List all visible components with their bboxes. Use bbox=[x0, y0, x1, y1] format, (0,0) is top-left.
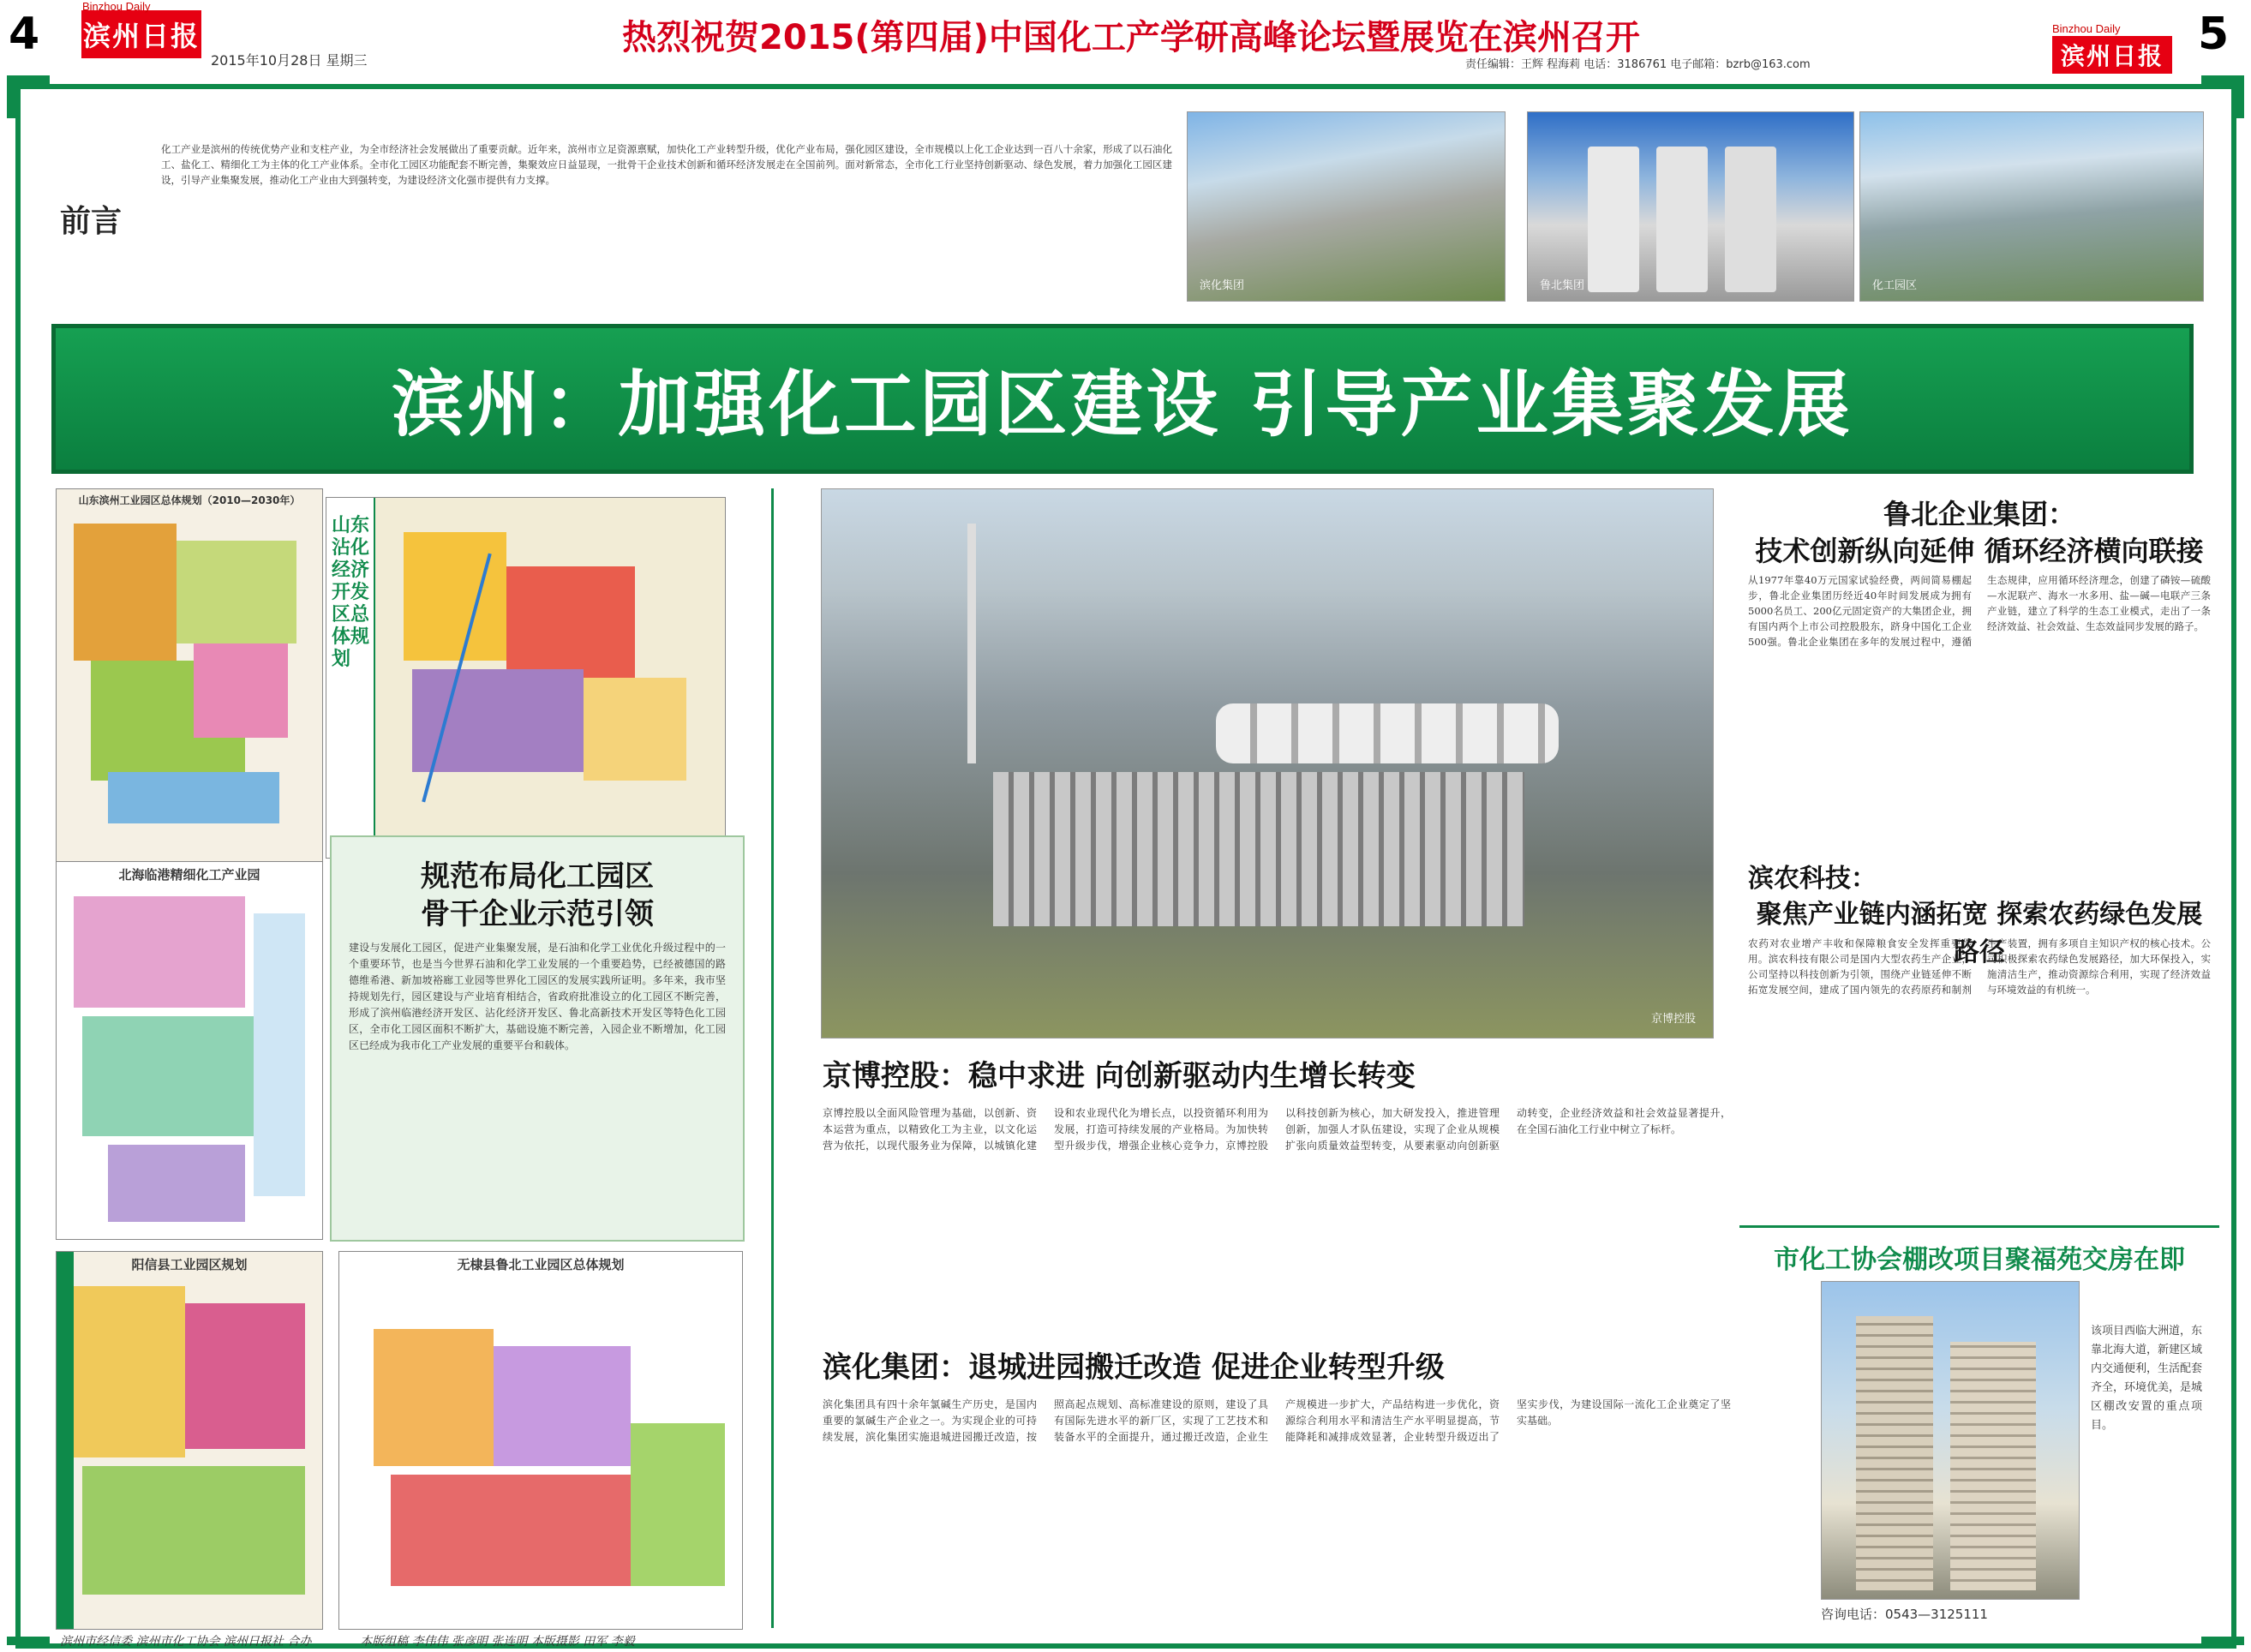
section1-box bbox=[330, 835, 745, 1242]
zone-block bbox=[194, 643, 288, 738]
zone-block bbox=[108, 1145, 245, 1222]
zone-block bbox=[74, 524, 177, 661]
zone-block bbox=[185, 1303, 305, 1449]
section5-title-line1: 滨农科技： bbox=[1748, 864, 1877, 894]
section6-phone: 咨询电话：0543—3125111 bbox=[1821, 1607, 1988, 1622]
zone-block bbox=[404, 532, 506, 661]
zone-block bbox=[494, 1346, 631, 1466]
section2-title: 京博控股：稳中求进 向创新驱动内生增长转变 bbox=[823, 1059, 1416, 1093]
preface-photo-1-caption: 滨化集团 bbox=[1200, 279, 1245, 292]
zone-block bbox=[74, 896, 245, 1008]
preface-photo-2-caption: 鲁北集团 bbox=[1540, 279, 1585, 292]
map2-title-bar bbox=[326, 498, 375, 858]
silo-shape bbox=[1725, 147, 1776, 292]
section1-text: 建设与发展化工园区，促进产业集聚发展，是石油和化学工业优化升级过程中的一个重要环节，也是当今世界石油和化学工业发展的一个重要趋势，已经被德国的路德维希港、新加坡裕廊工业园等世界化工园区的发展实践所证明。多年来，我市坚持规划先行，园区建设与产业培育相结合，省政府批准设立的化工园区不断完善，形成了滨州临港经济开发区、沾化经济开发区、鲁北高新技术开发区等特色化工园区，全市化工园区面积不断扩大，基础设施不断完善，入园企业不断增加，化工园区已经成为我市化工产业发展的重要平台和载体。 bbox=[349, 942, 726, 1051]
section6-photo-building bbox=[1821, 1281, 2080, 1600]
map-wudi-lubei bbox=[338, 1251, 743, 1630]
refinery-towers bbox=[993, 772, 1524, 926]
zone-block bbox=[374, 1329, 494, 1466]
chimney-shape bbox=[967, 524, 976, 763]
frame-ornament-bl bbox=[7, 1637, 50, 1645]
section3-text: 滨化集团具有四十余年氯碱生产历史，是国内重要的氯碱生产企业之一。为实现企业的可持续发展，滨化集团实施退城进园搬迁改造，按照高起点规划、高标准建设的原则，建设了具有国际先进水平的新厂区，实现了工艺技术和装备水平的全面提升，通过搬迁改造，企业生产规模进一步扩大，产品结构进一步优化，资源综合利用水平和清洁生产水平明显提高，节能降耗和减排成效显著，企业转型升级迈出了坚实步伐，为建设国际一流化工企业奠定了坚实基础。 bbox=[823, 1398, 1731, 1443]
preface-photo-1 bbox=[1187, 111, 1506, 302]
footer-sponsors: 滨州市经信委 滨州市化工协会 滨州日报社 合办 bbox=[60, 1635, 312, 1649]
zone-block bbox=[391, 1475, 648, 1586]
zone-block bbox=[412, 669, 584, 772]
preface-photo-2 bbox=[1527, 111, 1854, 302]
zone-block bbox=[82, 1466, 305, 1595]
header-headline: 热烈祝贺2015(第四届)中国化工产学研高峰论坛暨展览在滨州召开 bbox=[622, 18, 1640, 57]
zone-block bbox=[631, 1423, 725, 1586]
preface-photo-3 bbox=[1859, 111, 2204, 302]
building-shape bbox=[1950, 1342, 2036, 1590]
zone-block bbox=[177, 541, 296, 643]
left-logo-en: Binzhou Daily bbox=[82, 0, 151, 13]
map4-title: 阳信县工业园区规划 bbox=[131, 1257, 248, 1272]
silo-shape bbox=[1656, 147, 1708, 292]
zone-block bbox=[584, 678, 686, 781]
section5-title-line2: 聚焦产业链内涵拓宽 探索农药绿色发展路径 bbox=[1756, 900, 2203, 967]
left-page-number: 4 bbox=[9, 9, 40, 60]
section1-title-line2: 骨干企业示范引领 bbox=[421, 897, 654, 931]
main-banner bbox=[51, 324, 2194, 474]
frame-ornament-tl2 bbox=[7, 75, 15, 118]
column-divider bbox=[771, 488, 774, 1628]
map3-title: 北海临港精细化工产业园 bbox=[118, 867, 260, 883]
section6-photo-caption: 该项目西临大洲道，东靠北海大道，新建区域内交通便利，生活配套齐全，环境优美，是城区棚改安置的重点项目。 bbox=[2091, 1325, 2202, 1432]
preface-text: 化工产业是滨州的传统优势产业和支柱产业，为全市经济社会发展做出了重要贡献。近年来，滨州市立足资源禀赋，加快化工产业转型升级，优化产业布局，强化园区建设，全市规模以上化工企业达到一百八十余家，形成了以石油化工、盐化工、精细化工为主体的化工产业体系。全市化工园区功能配套不断完善，集聚效应日益显现，一批骨干企业技术创新和循环经济发展走在全国前列。面对新常态，全市化工行业坚持创新驱动、绿色发展，着力加强化工园区建设，引导产业集聚发展，推动化工产业由大到强转变，为建设经济文化强市提供有力支撑。 bbox=[161, 143, 1172, 186]
frame-ornament-br bbox=[2201, 1637, 2244, 1645]
frame-ornament-tr2 bbox=[2236, 75, 2244, 118]
section6-box bbox=[1739, 1225, 2219, 1631]
zone-block bbox=[108, 772, 279, 823]
footer-credits: 本版组稿 李伟伟 张彦明 张连明 本版摄影 田军 李毅 bbox=[360, 1635, 635, 1649]
center-photo-refinery bbox=[821, 488, 1714, 1038]
map1-title: 山东滨州工业园区总体规划（2010—2030年） bbox=[78, 494, 301, 506]
right-logo-en: Binzhou Daily bbox=[2052, 22, 2121, 35]
left-logo: 滨州日报 bbox=[81, 10, 201, 58]
section2-text: 京博控股以全面风险管理为基础，以创新、资本运营为重点，以精致化工为主业，以文化运营为依托，以现代服务业为保障，以城镇化建设和农业现代化为增长点，以投资循环利用为发展，打造可持续发展的产业格局。为加快转型升级步伐，增强企业核心竞争力，京博控股以科技创新为核心，加大研发投入，推进管理创新，加强人才队伍建设，实现了企业从规模扩张向质量效益型转变，从要素驱动向创新驱动转变，企业经济效益和社会效益显著提升，在全国石油化工行业中树立了标杆。 bbox=[823, 1107, 1731, 1152]
section3-title: 滨化集团：退城进园搬迁改造 促进企业转型升级 bbox=[823, 1350, 1445, 1385]
section6-title: 市化工协会棚改项目聚福苑交房在即 bbox=[1774, 1245, 2185, 1275]
section5-text: 农药对农业增产丰收和保障粮食安全发挥重要作用。滨农科技有限公司是国内大型农药生产企业，公司坚持以科技创新为引领，围绕产业链延伸不断拓宽发展空间，建成了国内领先的农药原药和制剂生产装置，拥有多项自主知识产权的核心技术。公司积极探索农药绿色发展路径，加大环保投入，实施清洁生产，推动资源综合利用，实现了经济效益与环境效益的有机统一。 bbox=[1748, 937, 2211, 996]
map-yangxin-park bbox=[56, 1251, 323, 1630]
section1-title-line1: 规范布局化工园区 bbox=[421, 859, 654, 894]
building-shape bbox=[1856, 1316, 1933, 1590]
zone-block bbox=[254, 913, 305, 1196]
section4-title-line1: 鲁北企业集团： bbox=[1883, 498, 2075, 530]
zone-block bbox=[57, 1252, 74, 1629]
center-photo-caption: 京博控股 bbox=[1650, 1013, 1696, 1026]
map-zhanhua-zone bbox=[326, 497, 726, 859]
zone-block bbox=[506, 566, 635, 678]
zone-block bbox=[82, 1016, 262, 1136]
storage-tanks bbox=[1216, 703, 1559, 763]
map-binzhou-industrial bbox=[56, 488, 323, 867]
editor-line: 责任编辑：王辉 程海莉 电话：3186761 电子邮箱：bzrb@163.com bbox=[1465, 58, 1811, 71]
issue-date: 2015年10月28日 星期三 bbox=[211, 52, 368, 69]
page-header bbox=[0, 0, 2251, 81]
right-logo: 滨州日报 bbox=[2052, 36, 2172, 74]
section4-title-line2: 技术创新纵向延伸 循环经济横向联接 bbox=[1755, 535, 2204, 567]
silo-shape bbox=[1588, 147, 1639, 292]
zone-block bbox=[74, 1286, 185, 1457]
map5-title: 无棣县鲁北工业园区总体规划 bbox=[457, 1257, 625, 1272]
preface-photo-3-caption: 化工园区 bbox=[1872, 279, 1918, 292]
banner-title: 滨州：加强化工园区建设 引导产业集聚发展 bbox=[392, 362, 1853, 446]
preface-label: 前言 bbox=[60, 203, 123, 239]
map2-title: 山东沾化经济开发区总体规划 bbox=[332, 515, 370, 670]
right-page-number: 5 bbox=[2198, 9, 2230, 60]
map-beihai-park bbox=[56, 861, 323, 1240]
section4-text: 从1977年靠40万元国家试验经费，两间简易棚起步，鲁北企业集团历经近40年时间发展成为拥有5000名员工、200亿元固定资产的大集团企业，拥有国内两个上市公司控股股东，跻身中国化工企业500强。鲁北企业集团在多年的发展过程中，遵循生态规律，应用循环经济理念，创建了磷铵—硫酸—水泥联产、海水一水多用、盐—碱—电联产三条产业链，建立了科学的生态工业模式，走出了一条经济效益、社会效益、生态效益同步发展的路子。 bbox=[1748, 574, 2211, 648]
